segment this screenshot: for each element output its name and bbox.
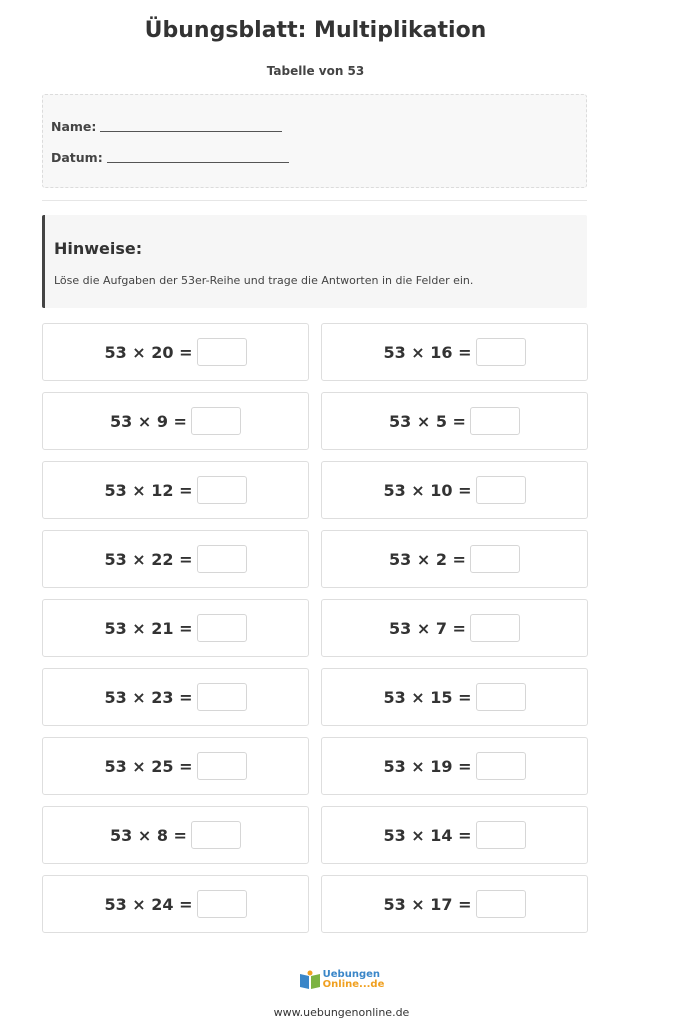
hint-box — [42, 215, 587, 308]
logo-text-line1: Uebungen — [322, 969, 380, 980]
book-icon — [299, 970, 321, 990]
problem-card — [321, 806, 588, 864]
problem-text: 53 × 9 = — [110, 411, 187, 431]
answer-input[interactable] — [476, 821, 526, 849]
answer-input[interactable] — [476, 683, 526, 711]
problem-card — [321, 668, 588, 726]
problem-card — [321, 530, 588, 588]
answer-input[interactable] — [197, 752, 247, 780]
answer-input[interactable] — [191, 407, 241, 435]
problem-grid — [42, 323, 588, 933]
problem-text: 53 × 2 = — [389, 549, 466, 569]
divider — [42, 200, 587, 201]
answer-input[interactable] — [470, 614, 520, 642]
logo-text-line2: Online...de — [322, 979, 385, 990]
problem-text: 53 × 25 = — [104, 756, 193, 776]
name-line[interactable] — [100, 130, 282, 132]
page-title: Übungsblatt: Multiplikation — [144, 18, 487, 43]
answer-input[interactable] — [197, 338, 247, 366]
page-subtitle: Tabelle von 53 — [266, 64, 365, 78]
answer-input[interactable] — [470, 407, 520, 435]
problem-text: 53 × 10 = — [383, 480, 472, 500]
problem-text: 53 × 19 = — [383, 756, 472, 776]
answer-input[interactable] — [197, 614, 247, 642]
problem-card — [321, 323, 588, 381]
answer-input[interactable] — [476, 752, 526, 780]
answer-input[interactable] — [197, 890, 247, 918]
problem-card — [42, 323, 309, 381]
hint-title: Hinweise: — [54, 239, 143, 258]
problem-text: 53 × 22 = — [104, 549, 193, 569]
problem-text: 53 × 7 = — [389, 618, 466, 638]
answer-input[interactable] — [476, 890, 526, 918]
problem-card — [321, 599, 588, 657]
problem-text: 53 × 23 = — [104, 687, 193, 707]
problem-card — [42, 392, 309, 450]
problem-text: 53 × 8 = — [110, 825, 187, 845]
problem-text: 53 × 14 = — [383, 825, 472, 845]
problem-text: 53 × 5 = — [389, 411, 466, 431]
name-row — [51, 119, 282, 134]
problem-text: 53 × 16 = — [383, 342, 472, 362]
problem-text: 53 × 15 = — [383, 687, 472, 707]
answer-input[interactable] — [197, 545, 247, 573]
problem-text: 53 × 21 = — [104, 618, 193, 638]
problem-text: 53 × 12 = — [104, 480, 193, 500]
problem-card — [321, 392, 588, 450]
problem-text: 53 × 24 = — [104, 894, 193, 914]
answer-input[interactable] — [197, 683, 247, 711]
date-line[interactable] — [107, 161, 289, 163]
answer-input[interactable] — [191, 821, 241, 849]
problem-card — [42, 599, 309, 657]
answer-input[interactable] — [476, 338, 526, 366]
name-label: Name: — [51, 119, 97, 134]
answer-input[interactable] — [470, 545, 520, 573]
date-row — [51, 150, 289, 165]
hint-text: Löse die Aufgaben der 53er-Reihe und trage die Antworten in die Felder ein. — [54, 274, 474, 287]
problem-card — [42, 875, 309, 933]
footer-logo[interactable] — [0, 968, 683, 992]
date-label: Datum: — [51, 150, 103, 165]
problem-card — [42, 668, 309, 726]
problem-card — [321, 875, 588, 933]
student-info-box — [42, 94, 587, 188]
answer-input[interactable] — [476, 476, 526, 504]
problem-text: 53 × 17 = — [383, 894, 472, 914]
problem-text: 53 × 20 = — [104, 342, 193, 362]
problem-card — [42, 461, 309, 519]
problem-card — [321, 461, 588, 519]
problem-card — [42, 530, 309, 588]
answer-input[interactable] — [197, 476, 247, 504]
problem-card — [42, 737, 309, 795]
problem-card — [321, 737, 588, 795]
footer-url[interactable]: www.uebungenonline.de — [273, 1006, 410, 1019]
problem-card — [42, 806, 309, 864]
